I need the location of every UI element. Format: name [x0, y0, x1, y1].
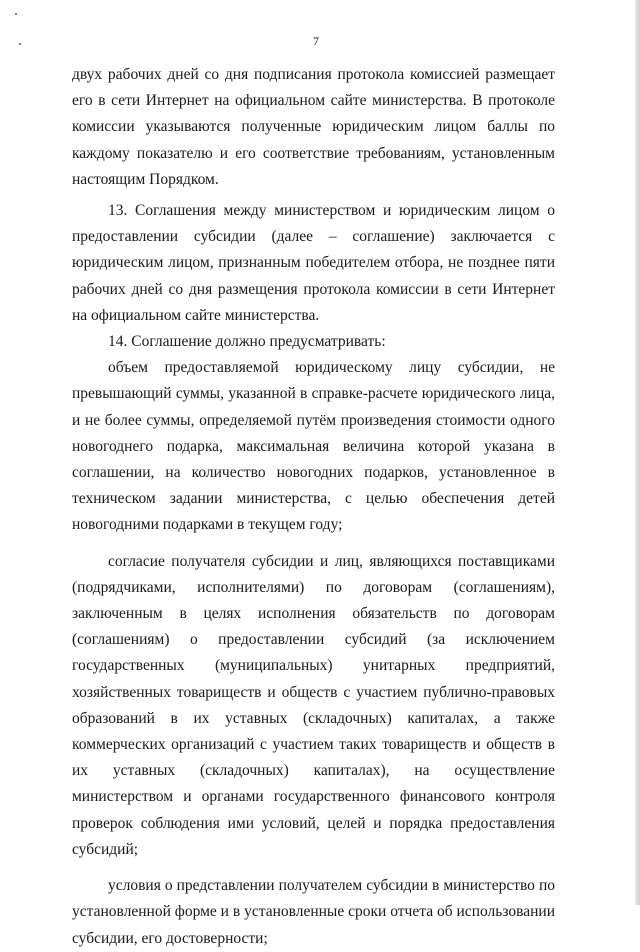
paragraph-reporting: условия о представлении получателем субсидии в министерство по установленной форме и в установленные сроки отчета об использовании субсидии, его достоверности; [72, 877, 555, 947]
paragraph-14: 14. Соглашение должно предусматривать: [108, 333, 386, 351]
paragraph-continuation: двух рабочих дней со дня подписания протокола комиссией размещает его в сети Интернет на официальном сайте министерства. В протоколе комиссии указываются полученные юридическим лицом баллы по каждому показателю и его соответствие требованиям, установленным настоящим Порядком. [72, 66, 555, 188]
paragraph-13: 13. Соглашения между министерством и юридическим лицом о предоставлении субсидии (далее – соглашение) заключается с юридическим лицом, признанным победителем отбора, не позднее пяти рабочих дней со дня размещения протокола комиссии в сети Интернет на официальном сайте министерства. [72, 202, 555, 324]
paragraph-consent: согласие получателя субсидии и лиц, являющихся поставщиками (подрядчиками, исполнителями) по договорам (соглашениям), заключенным в целях исполнения обязательств по договорам (соглашениям) о предоставлении субсидий (за исключением государственных (муниципальных) унитарных предприятий, хозяйственных товариществ и обществ с участием публично-правовых образований в их уставных (складочных) капиталах, а также коммерческих организаций с участием таких товариществ и обществ в их уставных (складочных) капиталах), на осуществление министерством и органами государственного финансового контроля проверок соблюдения ими условий, целей и порядка предоставления субсидий; [72, 552, 555, 858]
document-body [72, 62, 555, 952]
page-edge-shadow [635, 0, 640, 905]
scan-speck [15, 13, 17, 15]
page-number: 7 [313, 34, 319, 48]
paragraph-subsidy-volume: объем предоставляемой юридическому лицу субсидии, не превышающий суммы, указанной в справке-расчете юридического лица, и не более суммы, определяемой путём произведения стоимости одного новогоднего подарка, максимальная величина которой указана в соглашении, на количество новогодних подарков, установленное в техническом задании министерства, с целью обеспечения детей новогодними подарками в текущем году; [72, 359, 555, 534]
